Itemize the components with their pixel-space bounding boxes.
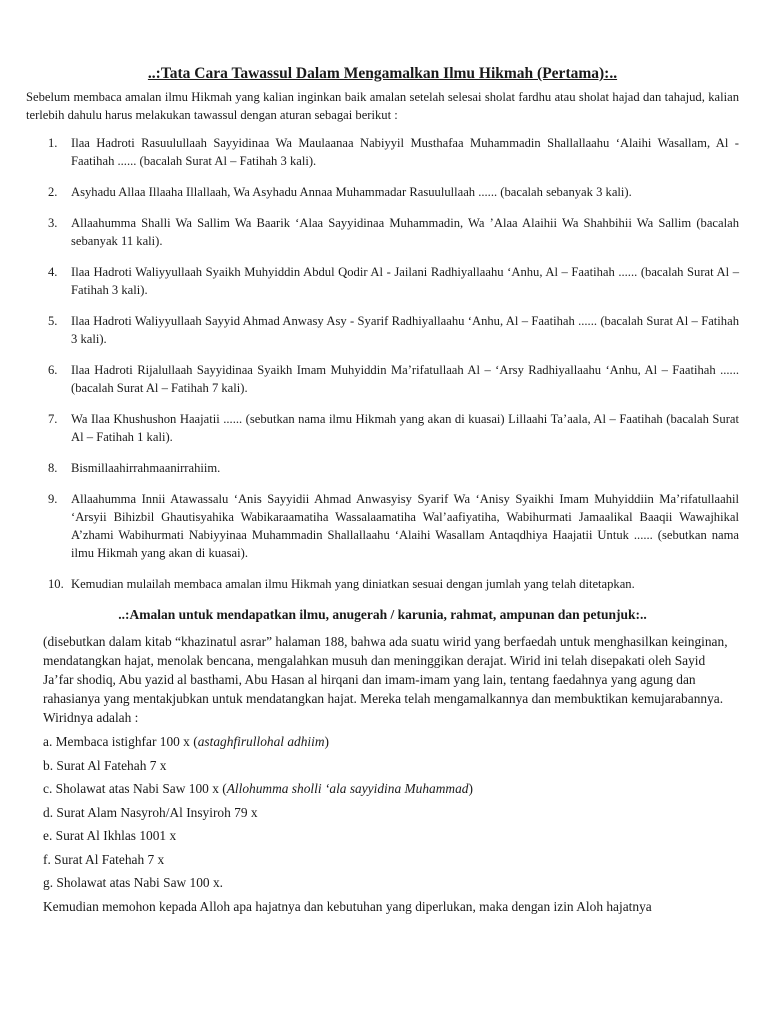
list-item-text: Asyhadu Allaa Illaaha Illallaah, Wa Asyhadu Annaa Muhammadar Rasuulullaah ...... (bacalah sebanyak 3 kali).	[71, 185, 632, 199]
practice-tail-text: )	[324, 734, 330, 749]
closing-paragraph: Kemudian memohon kepada Alloh apa hajatnya dan kebutuhan yang diperlukan, maka dengan izin Aloh hajatnya	[43, 898, 652, 914]
practice-text: g. Sholawat atas Nabi Saw 100 x.	[43, 875, 224, 890]
list-item-number: 8.	[48, 461, 58, 475]
list-item	[43, 779, 739, 798]
list-item-text: Wa Ilaa Khushushon Haajatii ...... (sebutkan nama ilmu Hikmah yang akan di kuasai) Lillaahi Ta’aala, Al – Faatihah (bacalah Surat Al – Fatihah 1 kali).	[71, 412, 739, 444]
list-item	[26, 312, 739, 348]
list-item	[43, 826, 739, 845]
list-item	[26, 134, 739, 170]
list-item	[26, 263, 739, 299]
list-item-text: Ilaa Hadroti Rasuulullaah Sayyidinaa Wa Maulaanaa Nabiyyil Musthafaa Muhammadin Shallallaahu ‘Alaihi Wasallam, Al - Faatihah ...... (bacalah Surat Al – Fatihah 3 kali).	[71, 136, 739, 168]
list-item-text: Allaahumma Shalli Wa Sallim Wa Baarik ‘Alaa Sayyidinaa Muhammadin, Wa ’Alaa Alaihii Wa Shahbihii Wa Sallim (bacalah sebanyak 11 kali).	[71, 216, 739, 248]
list-item-text: Ilaa Hadroti Waliyyullaah Syaikh Muhyiddin Abdul Qodir Al - Jailani Radhiyallaahu ‘Anhu, Al – Faatihah ...... (bacalah Surat Al – Fatihah 3 kali).	[71, 265, 739, 297]
list-item-number: 3.	[48, 216, 58, 230]
list-item	[26, 459, 739, 477]
list-item-text: Ilaa Hadroti Rijalullaah Sayyidinaa Syaikh Imam Muhyiddin Ma’rifatullaah Al – ‘Arsy Radhiyallaahu ‘Anhu, Al – Faatihah ...... (bacalah Surat Al – Fatihah 7 kali).	[71, 363, 739, 395]
list-item-text: Allaahumma Innii Atawassalu ‘Anis Sayyidii Ahmad Anwasyisy Syarif Wa ‘Anisy Syaikhi Imam Muhyiddiin Ma’rifatullaahil ‘Arsyii Bihizbil Ghautisyahika Wabikaraamatiha Wassalaamatiha Wal’aafiyatiha, Wabihurmati Jamaalikal Baaqii Wawajhikal A’zhami Wabihurmati Nabiyyinaa Muhammadin Shallallaahu ‘Alaihi Wasallam Antaqdhiya Haajatii Untuk ...... (sebutkan nama ilmu Hikmah yang akan di kuasai).	[71, 492, 739, 560]
practice-text: a. Membaca istighfar 100 x (	[43, 734, 198, 749]
list-item	[43, 756, 739, 775]
list-item-number: 6.	[48, 363, 58, 377]
practice-text: b. Surat Al Fatehah 7 x	[43, 757, 167, 773]
list-item	[26, 575, 739, 593]
list-item-number: 2.	[48, 185, 58, 199]
list-item	[26, 361, 739, 397]
list-item-number: 4.	[48, 265, 58, 279]
list-item-text: Kemudian mulailah membaca amalan ilmu Hikmah yang diniatkan sesuai dengan jumlah yang telah ditetapkan.	[71, 577, 635, 591]
practice-italic-text: Allohumma sholli ‘ala sayyidina Muhammad	[226, 781, 469, 796]
section-body	[26, 632, 739, 916]
wirid-practice-list	[43, 732, 739, 892]
section-subtitle: ..:Amalan untuk mendapatkan ilmu, anugerah / karunia, rahmat, ampunan dan petunjuk:..	[118, 607, 647, 622]
list-item-number: 5.	[48, 314, 58, 328]
list-item	[26, 214, 739, 250]
practice-text: d. Surat Alam Nasyroh/Al Insyiroh 79 x	[43, 804, 258, 820]
practice-text: c. Sholawat atas Nabi Saw 100 x (	[43, 781, 227, 796]
list-item-number: 1.	[48, 136, 58, 150]
practice-italic-text: astaghfirullohal adhiim	[197, 734, 325, 749]
list-item-number: 7.	[48, 412, 58, 426]
description-paragraph: (disebutkan dalam kitab “khazinatul asrar” halaman 188, bahwa ada suatu wirid yang berfaedah untuk menghasilkan keinginan, mendatangkan hajat, menolak bencana, mengalahkan musuh dan meninggikan derajat. Wirid ini telah disepakati oleh Sayid Ja’far shodiq, Abu yazid al basthami, Abu Hasan al hirqani dan imam-imam yang lain, tentang faedahnya yang agung dan rahasianya yang mentakjubkan untuk mendatangkan hajat. Mereka telah mengamalkannya dan membuktikan kemujarabannya. Wiridnya adalah :	[43, 634, 728, 725]
list-item	[43, 803, 739, 822]
practice-tail-text: )	[468, 781, 473, 796]
practice-text: f. Surat Al Fatehah 7 x	[43, 851, 165, 867]
list-item-text: Bismillaahirrahmaanirrahiim.	[71, 461, 221, 475]
list-item	[43, 732, 739, 751]
list-item	[43, 873, 739, 892]
list-item-number: 9.	[48, 492, 58, 506]
practice-text: e. Surat Al Ikhlas 1001 x	[43, 828, 177, 843]
tawassul-steps-list	[26, 134, 739, 593]
list-item	[26, 183, 739, 201]
intro-paragraph: Sebelum membaca amalan ilmu Hikmah yang kalian inginkan baik amalan setelah selesai sholat fardhu atau sholat hajad dan tahajud, kalian terlebih dahulu harus melakukan tawassul dengan aturan sebagai berikut :	[26, 90, 739, 122]
list-item	[26, 410, 739, 446]
list-item	[26, 490, 739, 562]
list-item	[43, 850, 739, 869]
page-title: ..:Tata Cara Tawassul Dalam Mengamalkan Ilmu Hikmah (Pertama):..	[147, 65, 618, 82]
list-item-number: 10.	[48, 577, 64, 591]
list-item-text: Ilaa Hadroti Waliyyullaah Sayyid Ahmad Anwasy Asy - Syarif Radhiyallaahu ‘Anhu, Al – Faatihah ...... (bacalah Surat Al – Fatihah 3 kali).	[71, 314, 739, 346]
